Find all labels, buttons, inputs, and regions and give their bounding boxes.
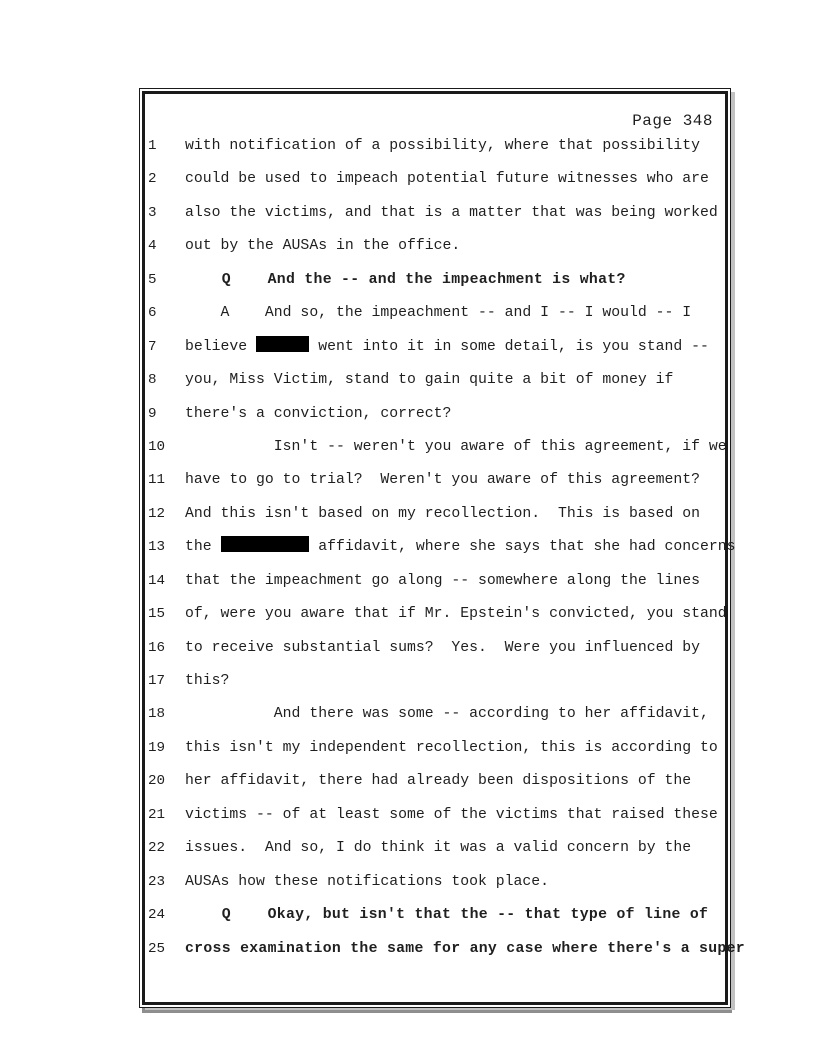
line-number: 17 — [148, 673, 166, 689]
text-segment: have to go to trial? Weren't you aware of this agreement? — [185, 472, 701, 489]
transcript-line — [145, 565, 725, 598]
text-segment: Q And the -- and the impeachment is what? — [185, 271, 626, 288]
line-text — [185, 933, 745, 966]
line-number: 2 — [148, 171, 157, 188]
line-text — [185, 431, 727, 464]
transcript-line — [145, 264, 725, 297]
transcript-line — [145, 832, 725, 865]
transcript-line — [145, 632, 725, 665]
text-segment: Q Okay, but isn't that the -- that type of line of — [185, 907, 709, 924]
transcript-line — [145, 665, 725, 698]
line-number: 24 — [148, 907, 166, 924]
transcript-line — [145, 598, 725, 631]
line-text — [185, 331, 709, 364]
page-number-label: Page 348 — [632, 112, 713, 130]
text-segment: AUSAs how these notifications took place. — [185, 873, 550, 890]
line-text — [185, 297, 691, 330]
line-number: 1 — [148, 138, 157, 154]
text-segment: victims -- of at least some of the victims that raised these — [185, 806, 718, 823]
line-number: 21 — [148, 806, 166, 823]
text-segment: out by the AUSAs in the office. — [185, 238, 461, 255]
line-number: 8 — [148, 372, 157, 389]
line-number: 18 — [148, 706, 166, 723]
line-number: 19 — [148, 739, 166, 756]
transcript-line — [145, 899, 725, 932]
line-number: 25 — [148, 940, 166, 957]
line-number: 3 — [148, 204, 157, 221]
line-number: 10 — [148, 438, 166, 455]
text-segment: with notification of a possibility, where that possibility — [185, 138, 701, 154]
line-number: 20 — [148, 773, 166, 790]
redaction-bar — [221, 536, 310, 552]
line-text — [185, 163, 709, 196]
text-segment: And this isn't based on my recollection. This is based on — [185, 505, 701, 522]
line-number: 16 — [148, 639, 166, 656]
line-text — [185, 464, 700, 497]
line-number: 9 — [148, 405, 157, 422]
line-text — [185, 130, 700, 163]
transcript-line — [145, 933, 745, 966]
transcript-line — [145, 698, 725, 731]
line-number: 5 — [148, 271, 157, 288]
line-text — [185, 665, 229, 698]
line-text — [185, 632, 700, 665]
line-number: 14 — [148, 572, 166, 589]
line-text — [185, 197, 718, 230]
text-segment: A And so, the impeachment -- and I -- I would -- I — [185, 305, 692, 322]
text-segment: could be used to impeach potential future witnesses who are — [185, 171, 709, 188]
redaction-bar — [256, 336, 309, 352]
text-segment: cross examination the same for any case where there's a super — [185, 940, 745, 957]
line-number: 15 — [148, 606, 166, 623]
transcript-line — [145, 230, 725, 263]
text-segment: also the victims, and that is a matter that was being worked — [185, 204, 718, 221]
line-text — [185, 866, 549, 899]
line-number: 23 — [148, 873, 166, 890]
line-text — [185, 899, 708, 932]
line-number: 7 — [148, 338, 157, 355]
text-segment: her affidavit, there had already been dispositions of the — [185, 773, 692, 790]
text-segment: went into it in some detail, is you stand -- — [309, 338, 709, 355]
line-text — [185, 398, 451, 431]
transcript-line — [145, 364, 725, 397]
transcript-line — [145, 130, 725, 163]
line-text — [185, 498, 700, 531]
line-text — [185, 698, 709, 731]
text-segment: Isn't -- weren't you aware of this agreement, if we — [185, 438, 727, 455]
transcript-line — [145, 765, 725, 798]
text-segment: And there was some -- according to her affidavit, — [185, 706, 709, 723]
text-segment: this isn't my independent recollection, this is according to — [185, 739, 718, 756]
text-segment: issues. And so, I do think it was a valid concern by the — [185, 840, 692, 857]
transcript-line — [145, 431, 725, 464]
transcript-line — [145, 464, 725, 497]
transcript-page — [139, 88, 745, 1008]
page-double-border — [142, 91, 745, 1005]
transcript-line — [145, 398, 725, 431]
line-number: 6 — [148, 305, 157, 322]
line-text — [185, 598, 727, 631]
transcript-line — [145, 799, 725, 832]
transcript-line — [145, 866, 725, 899]
text-segment: there's a conviction, correct? — [185, 405, 452, 422]
text-segment: this? — [185, 673, 230, 689]
transcript-line — [145, 197, 725, 230]
text-segment: believe — [185, 338, 257, 355]
text-segment: that the impeachment go along -- somewhere along the lines — [185, 572, 701, 589]
line-text — [185, 364, 673, 397]
line-number: 22 — [148, 840, 166, 857]
transcript-line — [145, 163, 725, 196]
line-text — [185, 264, 626, 297]
transcript-line — [145, 531, 736, 564]
text-segment: to receive substantial sums? Yes. Were you influenced by — [185, 639, 701, 656]
line-number: 11 — [148, 472, 166, 489]
transcript-line — [145, 498, 725, 531]
line-text — [185, 565, 700, 598]
text-segment: affidavit, where she says that she had concerns — [309, 539, 736, 556]
line-text — [185, 799, 718, 832]
text-segment: of, were you aware that if Mr. Epstein's convicted, you stand — [185, 606, 727, 623]
line-text — [185, 732, 718, 765]
transcript-body — [145, 130, 745, 966]
transcript-line — [145, 297, 725, 330]
text-segment: the — [185, 539, 221, 556]
transcript-line — [145, 732, 725, 765]
line-number: 13 — [148, 539, 166, 556]
line-text — [185, 765, 691, 798]
text-segment: you, Miss Victim, stand to gain quite a bit of money if — [185, 372, 674, 389]
line-number: 12 — [148, 505, 166, 522]
transcript-line — [145, 331, 725, 364]
line-number: 4 — [148, 238, 157, 255]
line-text — [185, 832, 691, 865]
line-text — [185, 531, 736, 564]
line-text — [185, 230, 460, 263]
